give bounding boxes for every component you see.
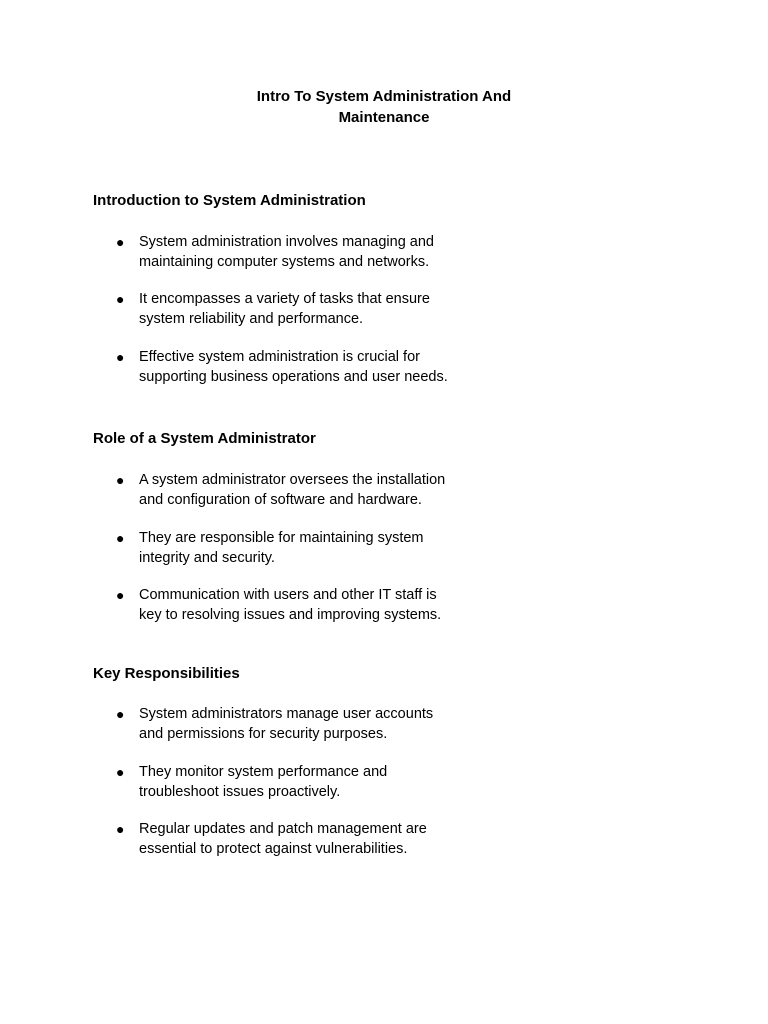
list-item [93,585,479,625]
list-item-line: Communication with users and other IT staff is [139,587,437,603]
list-item-text [139,347,479,387]
list-item-line: A system administrator oversees the installation [139,472,446,488]
section-introduction [93,191,693,385]
section-heading: Introduction to System Administration [93,192,366,209]
list-item-line: integrity and security. [139,550,275,566]
bullet-icon: ● [116,821,125,837]
bullet-icon: ● [116,706,125,722]
list-item-line: key to resolving issues and improving systems. [139,607,442,623]
list-item [93,289,479,329]
list-item-text [139,762,479,802]
list-item-text [139,528,479,568]
list-item-line: They monitor system performance and [139,764,388,780]
list-item [93,704,479,744]
section-role [93,429,693,623]
bullet-icon: ● [116,764,125,780]
list-item [93,347,479,387]
list-item-text [139,470,479,510]
list-item [93,232,479,272]
list-item-line: and permissions for security purposes. [139,726,388,742]
section-key-responsibilities [93,664,693,857]
section-heading: Key Responsibilities [93,665,240,682]
bullet-icon: ● [116,472,125,488]
document-title [0,86,768,128]
list-item [93,528,479,568]
list-item-line: Regular updates and patch management are [139,821,427,837]
list-item-line: System administration involves managing and [139,234,434,250]
bullet-icon: ● [116,530,125,546]
list-item-text [139,704,479,744]
section-heading: Role of a System Administrator [93,430,316,447]
list-item-line: They are responsible for maintaining system [139,530,424,546]
list-item-text [139,232,479,272]
list-item-text [139,819,479,859]
list-item [93,470,479,510]
list-item-line: system reliability and performance. [139,311,364,327]
bullet-icon: ● [116,291,125,307]
list-item-text [139,289,479,329]
list-item-line: System administrators manage user accounts [139,706,434,722]
list-item-line: Effective system administration is crucial for [139,349,420,365]
list-item-line: maintaining computer systems and networks. [139,254,430,270]
bullet-icon: ● [116,587,125,603]
list-item-line: essential to protect against vulnerabilities. [139,841,408,857]
list-item-text [139,585,479,625]
document-title-line-1: Intro To System Administration And [256,88,512,105]
list-item-line: supporting business operations and user needs. [139,369,448,385]
bullet-icon: ● [116,234,125,250]
document-title-line-2: Maintenance [338,109,430,126]
list-item-line: troubleshoot issues proactively. [139,784,341,800]
list-item-line: It encompasses a variety of tasks that ensure [139,291,430,307]
bullet-icon: ● [116,349,125,365]
list-item-line: and configuration of software and hardware. [139,492,422,508]
list-item [93,819,479,859]
list-item [93,762,479,802]
